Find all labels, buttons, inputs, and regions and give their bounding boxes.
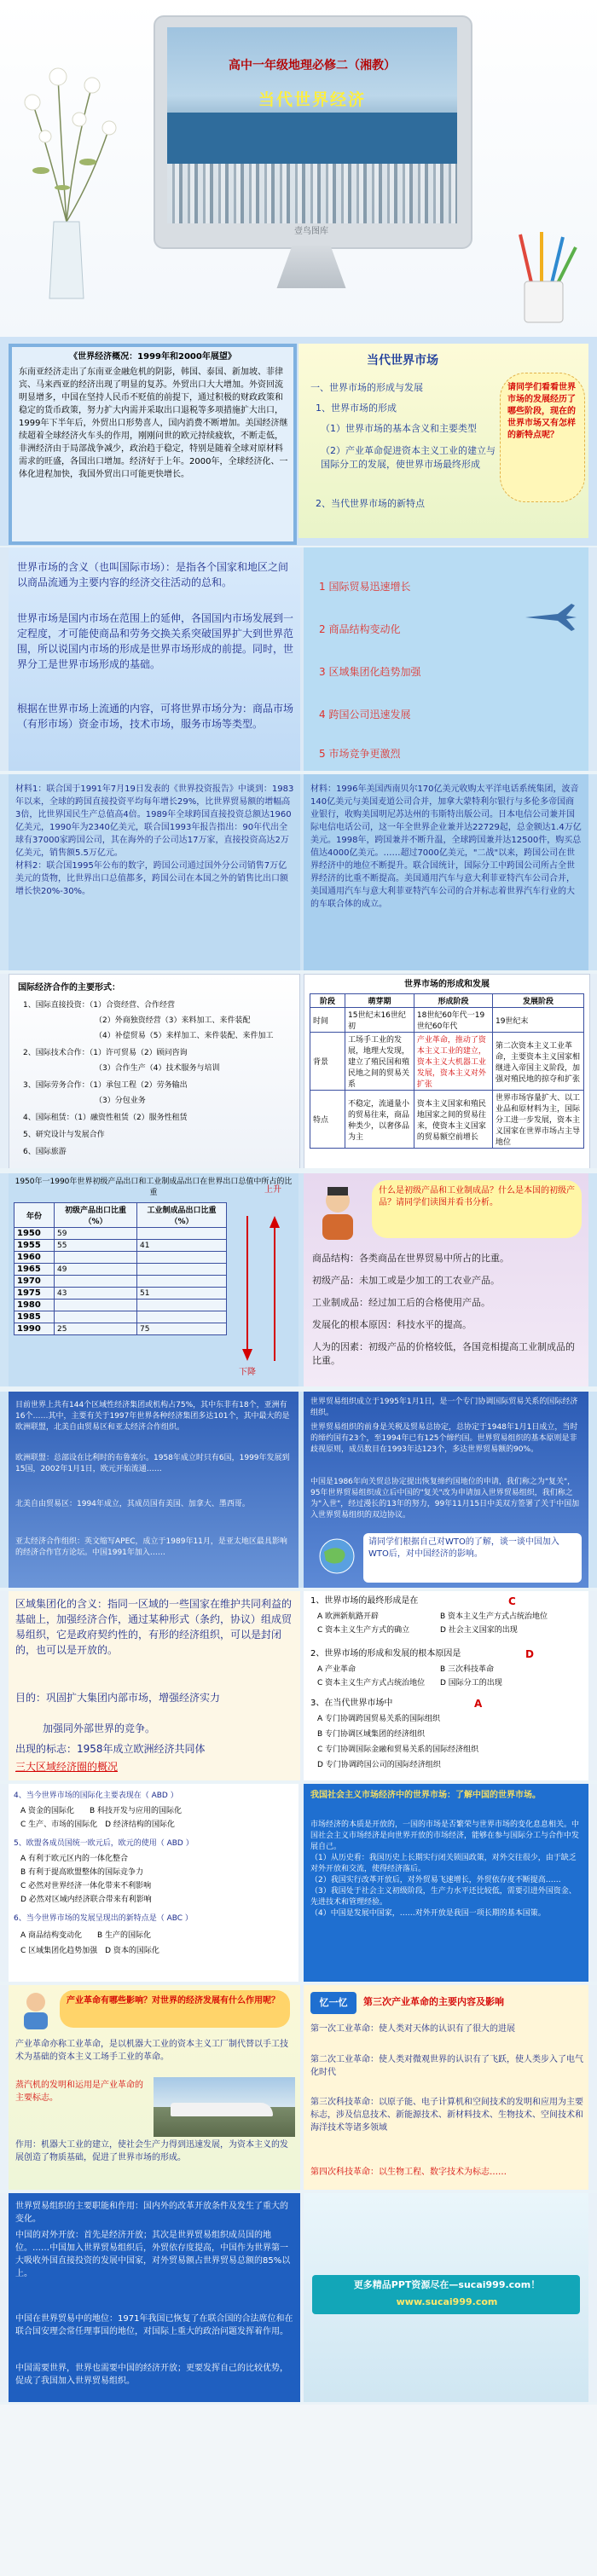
slide5-left-panel — [9, 974, 300, 1168]
quiz-q4: 4、当今世界市场的国际化主要表现在（ ABD ） — [14, 1792, 178, 1800]
th-forming: 形成阶段 — [414, 994, 492, 1008]
slide-7 — [0, 1392, 597, 1588]
org-item-3: （4）补偿贸易（5）来样加工、来件装配、来件加工 — [95, 1032, 274, 1040]
industrial-revolution-def: 产业革命亦称工业革命，是以机器大工业的资本主义工厂制代替以手工技术为基础的资本主义工场手工业的革命。 — [15, 2040, 288, 2062]
table-header — [14, 1203, 227, 1228]
student-avatar — [312, 1182, 363, 1242]
slide-4 — [0, 774, 597, 970]
quiz-q1-optA[interactable]: A 欧洲新航路开辟 — [317, 1612, 380, 1621]
table-row — [14, 1300, 227, 1311]
value-cell: 25 — [55, 1323, 137, 1335]
org-item-8: 4、国际租赁：（1）融资性租赁（2）服务性租赁 — [23, 1114, 188, 1122]
stage-table — [310, 993, 584, 1149]
wto-question-box — [363, 1533, 582, 1583]
promo-text: 更多精品PPT资源尽在—sucai999.com！ — [353, 2279, 541, 2290]
table-cell: 19世纪末 — [492, 1008, 583, 1033]
org-item-2: （2）外商独资经营（3）来料加工、来件装配 — [95, 1016, 251, 1025]
table-row — [14, 1276, 227, 1288]
monitor-screen — [167, 27, 457, 223]
slide3-right-panel — [304, 547, 588, 771]
steam-engine-text: 蒸汽机的发明和运用是产业革命的主要标志。 — [15, 2081, 143, 2103]
value-cell: 43 — [55, 1288, 137, 1300]
slide10-left-panel — [9, 1985, 300, 2190]
table-cell: 第二次资本主义工业革命，主要资本主义国家相继进入帝国主义阶段，加强对殖民地的掠夺和扩张 — [492, 1033, 583, 1091]
th-year: 年份 — [14, 1203, 55, 1228]
slide2-item-1: 一、世界市场的形成与发展 — [310, 382, 423, 393]
trend-arrows — [232, 1207, 292, 1369]
slide2-callout-text: 请同学们看看世界市场的发展经历了哪些阶段，现在的世界市场又有怎样的新特点呢？ — [507, 383, 576, 440]
slide2-title: 当代世界市场 — [367, 354, 438, 368]
value-cell — [55, 1276, 137, 1288]
down-arrowhead — [242, 1349, 252, 1361]
quiz-q3-optC[interactable]: C 专门协调国际金融和贸易关系的国际经济组织 — [317, 1745, 479, 1754]
cartoon-person-icon — [17, 1988, 55, 2031]
table-cell: 不稳定，流通量小的贸易往来，商品种类少，以奢侈品为主 — [345, 1091, 414, 1149]
slide9-title: 我国社会主义市场经济中的世界市场：了解中国的世界市场。 — [310, 1791, 541, 1800]
recall-badge: 忆一忆 — [310, 1992, 356, 2014]
table-row — [310, 1033, 584, 1091]
value-cell: 51 — [137, 1288, 227, 1300]
slide3-types: 根据在世界市场上流通的内容，可将世界市场分为：商品市场（有形市场）资金市场，技术市场，服务市场等类型。 — [17, 703, 294, 730]
slide7-eu: 欧洲联盟：总部设在比利时的布鲁塞尔。1958年成立时只有6国，1999年发展到15国，2002年1月1日，欧元开始流通…… — [15, 1454, 290, 1473]
slide10-callout — [60, 1990, 290, 2028]
value-cell — [137, 1311, 227, 1323]
quiz-q1-optC[interactable]: C 资本主义生产方式的确立 — [317, 1626, 410, 1635]
org-item-5: （3）合作生产（4）技术服务与培训 — [95, 1064, 220, 1073]
quiz-q3-optB[interactable]: B 专门协调区域集团的经济组织 — [317, 1730, 426, 1739]
quiz-q1-optD[interactable]: D 社会主义国家的出现 — [440, 1626, 518, 1635]
quiz-q3: 3、在当代世界市场中 — [310, 1699, 393, 1708]
slide2-item-3[interactable]: （1）世界市场的基本含义和主要类型 — [321, 423, 477, 434]
slide10-callout-text: 产业革命有哪些影响？对世界的经济发展有什么作用呢？ — [67, 1996, 280, 2006]
slide7-apec: 亚太经济合作组织：英文缩写APEC，成立于1989年11月，是亚太地区最具影响的经济合作官方论坛。中国1991年加入…… — [15, 1537, 287, 1557]
sea-background — [167, 113, 457, 164]
slide2-heading: 《世界经济概况：1999年和2000年展望》 — [69, 352, 236, 362]
human-factor: 人为的因素：初级产品的价格较低，各国竞相提高工业制成品的比重。 — [312, 1341, 575, 1366]
slide4-right-panel — [304, 774, 588, 970]
arrow-label-up: 上升 — [264, 1185, 281, 1195]
promo-url[interactable]: www.sucai999.com — [396, 2296, 498, 2307]
feature-item-3[interactable]: 3 区域集团化趋势加强 — [319, 666, 421, 678]
year-cell: 1975 — [14, 1288, 55, 1300]
slide8-right-panel — [304, 1591, 588, 1780]
quiz-q4-cd[interactable]: C 生产、市场的国际化 D 经济结构的国际化 — [20, 1821, 175, 1829]
revolution-item-4: 第四次科技革命：以生物工程、数字技术为标志…… — [310, 2168, 507, 2177]
chart-title: 1950年一1990年世界初级产品出口和工业制成品出口在世界出口总值中所占的比重 — [14, 1178, 293, 1197]
org-title: 国际经济合作的主要形式： — [18, 983, 120, 993]
quiz-q1-answer: C — [508, 1595, 516, 1607]
slide2-item-4: （2）产业革命促进资本主义工业的建立与国际分工的发展，使世界市场最终形成 — [321, 445, 496, 470]
slide2-right-panel — [298, 344, 588, 538]
quiz-q5: 5、欧盟各成员国统一欧元后，欧元的使用（ ABD ） — [14, 1839, 194, 1848]
value-cell: 59 — [55, 1228, 137, 1240]
slide9-right-panel — [304, 1784, 588, 1982]
slide2-left-panel — [9, 344, 297, 545]
revolution-item-1: 第一次工业革命：使人类对天体的认识有了很大的进展 — [310, 2024, 515, 2034]
airplane-icon — [524, 599, 578, 633]
org-item-4: 2、国际技术合作：（1）许可贸易（2）顾问咨询 — [23, 1049, 188, 1057]
value-cell — [55, 1300, 137, 1311]
feature-item-5[interactable]: 5 市场竞争更激烈 — [319, 748, 401, 760]
th-manufactured: 工业制成品出口比重（%） — [137, 1203, 227, 1228]
quiz-q6: 6、当今世界市场的发展呈现出的新特点是（ ABC ） — [14, 1914, 193, 1923]
quiz-q6-cd[interactable]: C 区域集团化趋势加强 D 资本的国际化 — [20, 1947, 159, 1955]
quiz-q2-optA[interactable]: A 产业革命 — [317, 1665, 356, 1674]
globe-icon — [317, 1537, 356, 1576]
three-regions-link[interactable]: 三大区域经济圈的概况 — [15, 1761, 119, 1773]
table-row — [14, 1264, 227, 1276]
monitor-stand — [273, 246, 350, 288]
year-cell: 1960 — [14, 1252, 55, 1264]
quiz-q2-optD[interactable]: D 国际分工的出现 — [440, 1679, 502, 1687]
org-item-6: 3、国际劳务合作：（1）承包工程（2）劳务输出 — [23, 1081, 188, 1090]
value-cell — [137, 1228, 227, 1240]
org-item-7: （3）分包业务 — [95, 1097, 146, 1105]
table-cell: 资本主义国家和殖民地国家之间的贸易往来，使资本主义国家的贸易额空前增长 — [414, 1091, 492, 1149]
slide-9 — [0, 1784, 597, 1982]
slide-3 — [0, 547, 597, 771]
slide6-left-panel — [9, 1173, 298, 1386]
slide4-right-text: 材料：1996年美国西南贝尔170亿美元收购太平洋电话系统集团，波音140亿美元与美国麦道公司合并，加拿大蒙特利尔银行与多伦多帝国商业银行，收购美国明尼苏达州的韦斯特出版公司。日本电信公司兼并国际电信电话公司，这一年全世界企业兼并达22729起，总金额达1.4万亿美元。1998年，跨国兼并不断升温，全球跨国兼并达12500件，购买总值达4000亿美元。……超过7000亿美元，"二战"以来，跨国公司在世界经济中的地位不断提升。联合国统计，国际分工中跨国公司所占全世界经济的比重不断提高。美国通用汽车与意大利菲亚特汽车公司合并，美国通用汽车与意大利菲亚特汽车公司的合并标志着世界汽车行业的大的车联合体的成立。 — [310, 784, 582, 909]
industrial-revolution-effect: 作用：机器大工业的建立，使社会生产力得到迅速发展，为资本主义的发展创造了物质基础，促进了世界市场的形成。 — [15, 2140, 288, 2162]
value-cell: 41 — [137, 1240, 227, 1252]
value-cell: 55 — [55, 1240, 137, 1252]
quiz-q3-optD[interactable]: D 专门协调跨国公司的国际经济组织 — [317, 1761, 441, 1769]
wto-china: 中国是1986年向关贸总协定提出恢复缔约国地位的申请，我们称之为"复关"，95年世界贸易组织成立后中国的"复关"改为申请加入世界贸易组织，我们称之为"入世"，经过漫长的13年的努力，99年11月15日中美双方签署了关于中国加入世界贸易组织的双边协议。 — [310, 1478, 580, 1520]
slide3-definition: 世界市场的含义（也叫国际市场）：是指各个国家和地区之间以商品流通为主要内容的经济交往活动的总和。 — [17, 561, 289, 588]
value-cell — [55, 1311, 137, 1323]
promo-banner[interactable] — [312, 2275, 580, 2314]
slide-6 — [0, 1173, 597, 1386]
table-row — [310, 1008, 584, 1033]
pencil-cup-icon — [512, 230, 580, 324]
flower-vase-icon — [15, 51, 118, 307]
table-cell: 背景 — [310, 1033, 345, 1091]
slide11-text-1: 世界贸易组织的主要职能和作用：国内外的改革开放条件及发生了重大的变化。 — [15, 2202, 288, 2224]
slide7-right-panel — [304, 1392, 588, 1588]
slide8-left-panel — [9, 1591, 300, 1780]
org-item-1: 1、国际直接投资：（1）合资经营、合作经营 — [23, 1001, 175, 1010]
table-row — [14, 1240, 227, 1252]
value-cell — [137, 1300, 227, 1311]
table-cell: 特点 — [310, 1091, 345, 1149]
slide11-right-panel — [304, 2193, 588, 2402]
slide-5 — [0, 974, 597, 1168]
quiz-q2-optC[interactable]: C 资本主义生产方式占统治地位 — [317, 1679, 426, 1687]
revolution-item-2: 第二次工业革命：使人类对微观世界的认识有了飞跃，使人类步入了电气化时代 — [310, 2055, 583, 2077]
slide2-callout — [500, 373, 585, 502]
slide9-left-panel — [9, 1784, 298, 1982]
quiz-q2-optB[interactable]: B 三次科技革命 — [440, 1665, 495, 1674]
feature-item-1[interactable]: 1 国际贸易迅速增长 — [319, 581, 411, 593]
table-row — [14, 1323, 227, 1335]
wto-intro: 世界贸易组织成立于1995年1月1日，是一个专门协调国际贸易关系的国际经济组织。 — [310, 1398, 578, 1417]
regional-goal: 目的：巩固扩大集团内部市场，增强经济实力 — [15, 1692, 221, 1704]
slide10-heading: 第三次产业革命的主要内容及影响 — [363, 1996, 504, 2007]
table-row — [14, 1311, 227, 1323]
year-cell: 1950 — [14, 1228, 55, 1240]
quiz-q1-optB[interactable]: B 资本主义生产方式占统治地位 — [440, 1612, 548, 1621]
slide6-right-panel — [304, 1173, 588, 1386]
slide-2 — [0, 337, 597, 546]
monitor — [154, 15, 472, 249]
table-cell: 工场手工业的发展，地理大发现，建立了殖民国和殖民地之间的贸易关系 — [345, 1033, 414, 1091]
table-cell: 产业革命，推动了资本主义工业的建立，资本主义大机器工业发展，资本主义对外扩张 — [414, 1033, 492, 1091]
regional-sign: 出现的标志：1958年成立欧洲经济共同体 — [15, 1743, 206, 1755]
table-cell: 18世纪60年代一19世纪60年代 — [414, 1008, 492, 1033]
value-cell: 49 — [55, 1264, 137, 1276]
screen-subtitle: 高中一年级地理必修二（湘教） — [229, 59, 396, 72]
page-bottom — [0, 2405, 597, 2576]
year-cell: 1985 — [14, 1311, 55, 1323]
quiz-q2: 2、世界市场的形成和发展的根本原因是 — [310, 1649, 461, 1658]
slide11-text-3: 中国在世界贸易中的地位：1971年我国已恢复了在联合国的合法席位和在联合国安理会常任理事国的地位，对国际上重大的政治问题发挥着作用。 — [15, 2314, 293, 2336]
feature-item-4[interactable]: 4 跨国公司迅速发展 — [319, 709, 411, 721]
table-row — [14, 1288, 227, 1300]
year-cell: 1990 — [14, 1323, 55, 1335]
quiz-q1: 1、世界市场的最终形成是在 — [310, 1596, 419, 1606]
header-banner — [0, 0, 597, 337]
regional-goal-2: 加强同外部世界的竞争。 — [43, 1722, 156, 1734]
quiz-q3-answer: A — [474, 1698, 483, 1710]
value-cell — [55, 1252, 137, 1264]
slide-8 — [0, 1591, 597, 1780]
train-photo — [154, 2077, 295, 2137]
monitor-label: 壹鸟图库 — [294, 227, 328, 236]
stage-table-title: 世界市场的形成和发展 — [404, 980, 490, 989]
quiz-q4-ab[interactable]: A 资金的国际化 B 科技开发与应用的国际化 — [20, 1807, 183, 1815]
slide3-left-panel — [9, 547, 300, 771]
quiz-q5-d[interactable]: D 必然对区域内经济联合带来有利影响 — [20, 1896, 152, 1904]
slide2-item-5[interactable]: 2、当代世界市场的新特点 — [316, 498, 425, 509]
year-cell: 1980 — [14, 1300, 55, 1311]
table-row — [310, 1091, 584, 1149]
arrow-label-down: 下降 — [239, 1368, 256, 1377]
table-cell: 15世纪末16世纪初 — [345, 1008, 414, 1033]
slide7-nafta: 北美自由贸易区：1994年成立，其成员国有美国、加拿大、墨西哥。 — [15, 1500, 250, 1508]
table-row — [14, 1228, 227, 1240]
slide5-right-panel — [304, 974, 590, 1168]
th-developing: 发展阶段 — [492, 994, 583, 1008]
slide9-text: 市场经济的本质是开放的，一国的市场是否繁荣与世界市场的变化息息相关。中国社会主义市场经济是向世界开放的市场经济，能够在参与国际分工与合作中发展自己。 （1）从历史看：我国历史上长期实行闭关锁国政策，对外交往很少，由于缺乏对外开放和交流，使得经济落后。 （2）我国实行改革开放后，对外贸易飞速增长，外贸依存度不断提高…… （3）我国处于社会主义初级阶段，生产力水平还比较低，需要引进外国资金、先进技术和管理经验。 （4）中国是发展中国家，……对外开放是我国一项长期的基本国策。 — [310, 1821, 580, 1918]
regional-definition: 区域集团化的含义：指同一区域的一些国家在维护共同利益的基础上，加强经济合作，通过某种形式（条约，协议）组成贸易组织，它是政府契约性的，有形的经济组织，可以是封闭的，也可以是开放的。 — [15, 1598, 293, 1656]
export-table — [14, 1202, 227, 1335]
stage-table-header — [310, 994, 584, 1008]
root-cause: 发展化的根本原因：科技水平的提高。 — [312, 1319, 472, 1330]
slide4-left-text: 材料1：联合国于1991年7月19日发表的《世界投资报告》中谈到：1983年以来，全球的跨国直接投资平均每年增长29%，比世界贸易额的增幅高3倍，比世界国民生产总值高4倍。1989年全球跨国直接投资总额达1960亿美元，1990年为2340亿美元，联合国1993年报告指出：90年代出全球有37000家跨国公司，其在海外的子公司达17万家，直接投资高达2万亿美元，销售额5.5万亿元。 材料2：联合国1995年公布的数字，跨国公司通过国外分公司销售7万亿美元的货物，比世界出口总值都多，跨国公司在本国之外的销售比出口额增长快20%-30%。 — [15, 784, 294, 896]
train-shape — [171, 2103, 273, 2116]
quiz-q5-b[interactable]: B 有利于提高欧盟整体的国际竞争力 — [20, 1868, 144, 1877]
slide-10 — [0, 1985, 597, 2190]
feature-item-2[interactable]: 2 商品结构变动化 — [319, 623, 401, 635]
slide10-right-panel — [304, 1985, 588, 2190]
slide11-text-4: 中国需要世界，世界也需要中国的经济开放；更要发挥自己的比较优势，促成了我国加入世界贸易组织。 — [15, 2364, 288, 2386]
year-cell: 1955 — [14, 1240, 55, 1252]
quiz-q5-a[interactable]: A 有利于欧元区内的一体化整合 — [20, 1855, 129, 1863]
year-cell: 1965 — [14, 1264, 55, 1276]
th-stage: 阶段 — [310, 994, 345, 1008]
def-manufactured: 工业制成品：经过加工后的合格使用产品。 — [312, 1297, 490, 1308]
value-cell — [137, 1276, 227, 1288]
quiz-q3-optA[interactable]: A 专门协调跨国贸易关系的国际组织 — [317, 1715, 441, 1723]
slide7-intro: 目前世界上共有144个区域性经济集团或机构占75%，其中东非有18个，亚洲有16个……其中，主要有关于1997年世界各种经济集团多达101个，其中最大的是欧洲联盟，北美自由贸易区和亚太经济合作组织。 — [15, 1401, 290, 1432]
org-item-9: 5、研究设计与发展合作 — [23, 1131, 105, 1139]
quiz-q5-c[interactable]: C 必然对世界经济一体化带来不利影响 — [20, 1882, 152, 1890]
table-row — [14, 1252, 227, 1264]
slide4-left-panel — [9, 774, 300, 970]
slide6-question: 什么是初级产品和工业制成品？什么是本国的初级产品？请同学们读图并看书分析。 — [379, 1186, 575, 1207]
quiz-q6-ab[interactable]: A 商品结构变动化 B 生产的国际化 — [20, 1931, 152, 1940]
slide2-left-text: 东南亚经济走出了东南亚金融危机的阴影，韩国、泰国、新加坡、菲律宾、马来西亚的经济出现了明显的复苏。外贸出口大大增加。外资回流明显增多，中国在坚持人民币不贬值的前提下，通过积极的财政政策和稳定的货币政策，努力扩大内需并采取出口退税等多项措施扩大出口，1999年下半年后，外贸出口形势喜人，国内消费不断增加。美国经济继续超着全球经济火车头的作用，刚刚问世的欧元持续疲软，不断走低，非洲经济由于局部战争减少，政治趋于稳定，特别是随着全球对原材料需求的旺盛，各国出口增加。经济好于上年。2000年，全球经济化、一体化进程加快，我国外贸出口可能更快增长。 — [19, 368, 288, 479]
org-item-10: 6、国际旅游 — [23, 1148, 67, 1156]
slide3-extension: 世界市场是国内市场在范围上的延伸，各国国内市场发展到一定程度，才可能使商品和劳务交换关系突破国界扩大到世界范围，所以说国内市场的形成是世界市场形成的前提。同时，世界分工是世界市场形成的基础。 — [17, 612, 294, 670]
table-cell: 世界市场容量扩大、以工业品和原材料为主，国际分工进一步发展，资本主义国家在世界市场占主导地位 — [492, 1091, 583, 1149]
slide11-left-panel — [9, 2193, 300, 2402]
slide7-left-panel — [9, 1392, 298, 1588]
wto-history: 世界贸易组织的前身是关税及贸易总协定，总协定于1948年1月1日成立，当时的缔约国有23个，至1994年已有125个缔约国。世界贸易组织的基本原则是非歧视原则，成员数目在1993年达123个，多达世界贸易额的90%。 — [310, 1423, 578, 1454]
slide11-text-2: 中国的对外开放：首先是经济开放；其次是世界贸易组织成员国的地位。……中国加入世界贸易组织后，外贸依存度提高，中国作为世界第一大吸收外国直接投资的发展中国家，对外贸易额占世界贸易总额的85%以上。 — [15, 2231, 291, 2278]
slide2-item-2: 1、世界市场的形成 — [316, 402, 397, 414]
th-primary: 初级产品出口比重（%） — [55, 1203, 137, 1228]
def-commodity-structure: 商品结构：各类商品在世界贸易中所占的比重。 — [312, 1253, 509, 1264]
slide-11 — [0, 2193, 597, 2402]
revolution-item-3: 第三次科技革命：以原子能、电子计算机和空间技术的发明和应用为主要标志，涉及信息技术、新能源技术、新材料技术、生物技术、空间技术和海洋技术等诸多领域 — [310, 2098, 583, 2133]
table-cell: 时间 — [310, 1008, 345, 1033]
def-primary-product: 初级产品：未加工或是少加工的工农业产品。 — [312, 1275, 500, 1286]
wto-question: 请同学们根据自己对WTO的了解，谈一谈中国加入WTO后，对中国经济的影响。 — [368, 1537, 559, 1559]
value-cell — [137, 1252, 227, 1264]
city-skyline — [167, 164, 457, 223]
slide6-question-bubble — [372, 1180, 582, 1238]
quiz-q2-answer: D — [525, 1648, 534, 1660]
screen-title: 当代世界经济 — [258, 90, 366, 109]
value-cell: 75 — [137, 1323, 227, 1335]
th-early: 萌芽期 — [345, 994, 414, 1008]
up-arrowhead — [270, 1216, 280, 1228]
year-cell: 1970 — [14, 1276, 55, 1288]
value-cell — [137, 1264, 227, 1276]
